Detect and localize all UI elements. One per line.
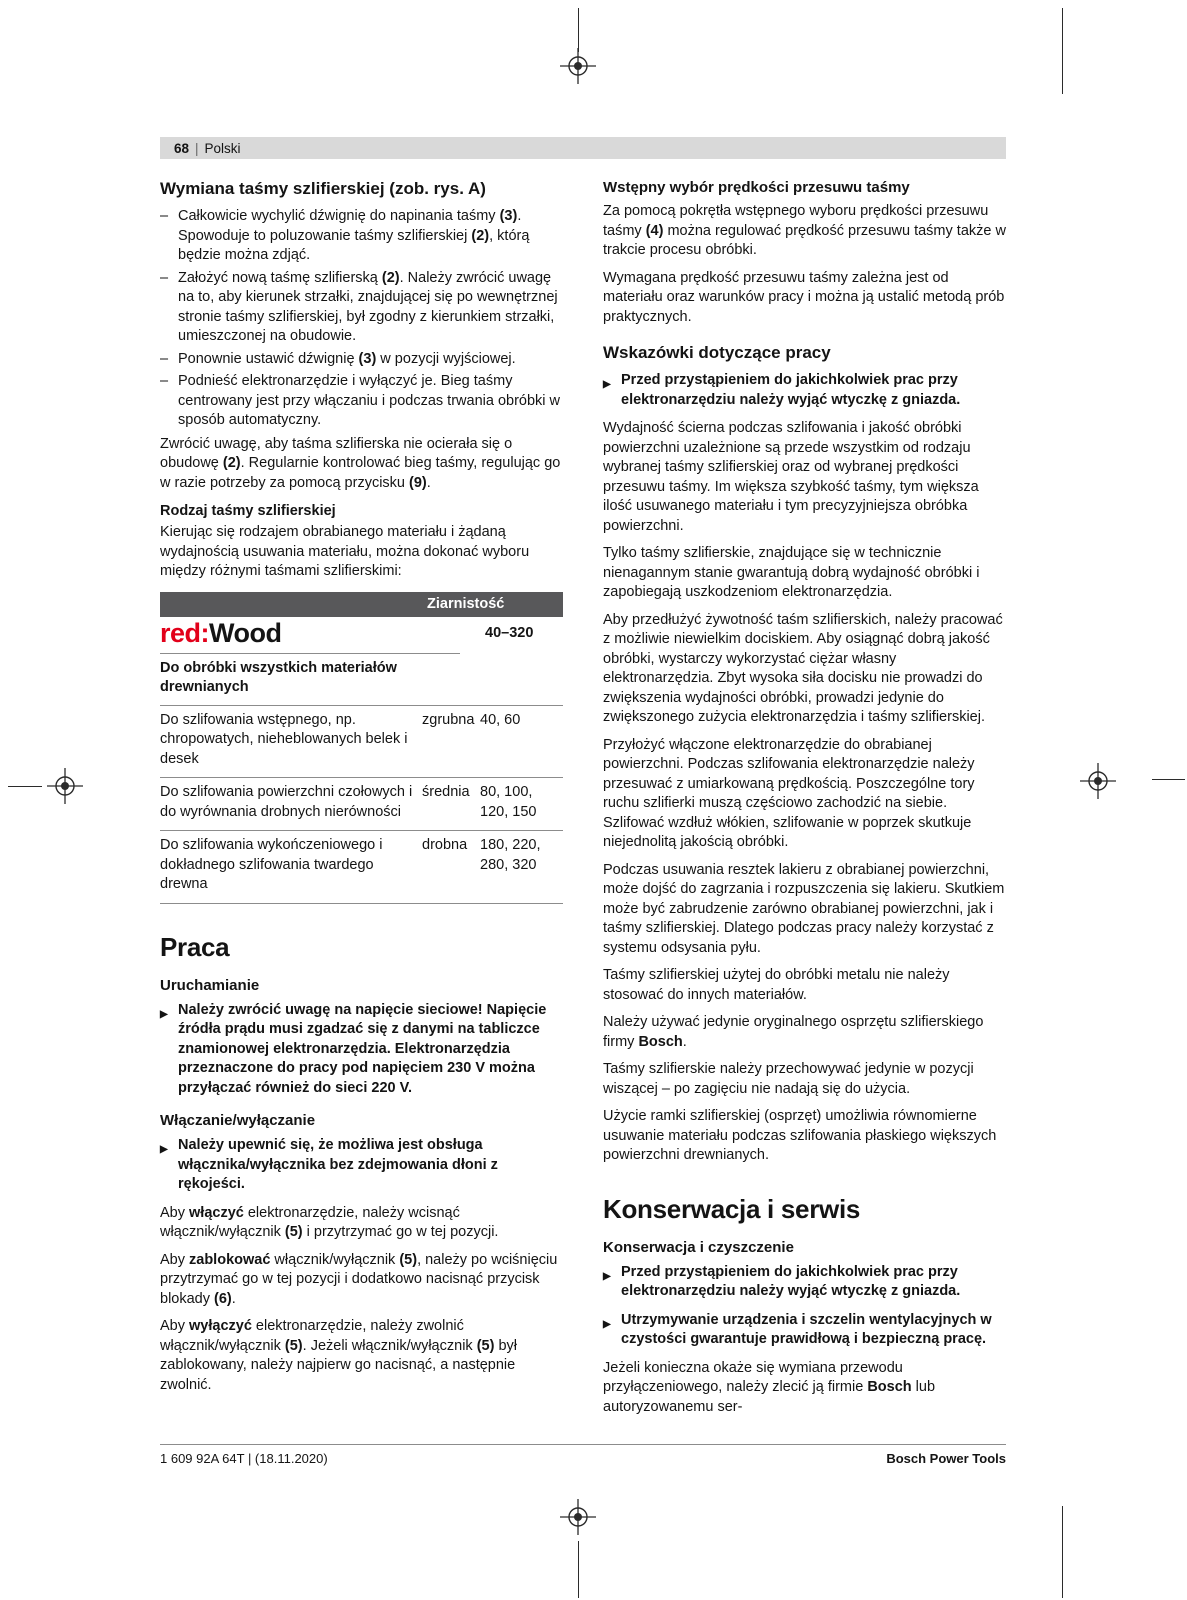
table-cell-description: Do szlifowania powierzchni czołowych i do wyrównania drobnych nierówności [160,784,413,820]
arrow-bullet-icon: ▶ [603,1318,611,1330]
header-language: Polski [204,140,241,156]
paragraph: Taśmy szlifierskiej użytej do obróbki metalu nie należy stosować do innych materiałów. [603,967,950,1003]
paragraph: Taśmy szlifierskie należy przechowywać jedynie w pozycji wiszącej – po zagięciu nie nadają się do użycia. [603,1061,974,1097]
table-cell-grain: średnia [422,784,470,800]
paragraph: Aby włączyć elektronarzędzie, należy wcisnąć włącznik/wyłącznik (5) i przytrzymać go w tej pozycji. [160,1204,499,1240]
arrow-bullet-icon: ▶ [160,1008,168,1020]
table-header-row [160,592,563,618]
crop-mark-line [8,786,42,787]
chapter-title-maintenance: Konserwacja i serwis [603,1193,861,1224]
paragraph: Kierując się rodzajem obrabianego materiału i żądaną wydajnością usuwania materiału, można dokonać wyboru między różnymi taśmami szlifierskimi: [160,524,530,579]
brand-logo-red-part: red: [160,618,210,648]
two-column-layout [160,177,1006,1425]
table-header-grain-size: Ziarnistość [427,595,505,612]
crop-mark-line [1062,1506,1063,1598]
table-cell-grits: 80, 100, 120, 150 [480,784,537,820]
list-item-text: Całkowicie wychylić dźwignię do napinania taśmy (3). Spowoduje to poluzowanie taśmy szlifierskiej (2), którą będzie można zdjąć. [178,208,530,263]
brand-logo-black-part: Wood [209,618,282,648]
table-row [160,705,563,778]
paragraph: Aby przedłużyć żywotność taśm szlifierskich, należy pracować z możliwie niewielkim dociskiem. Aby osiągnąć dobrą jakość obróbki, wystarczy wykorzystać ciężar własny elektronarzędzia. Zbyt wysoka siła docisku nie prowadzi do zwiększenia wydajności obróbki, prowadzi jedynie do zwiększonego zużycia elektronarzędzia i taśmy szlifierskiej. [603,611,1003,725]
table-cell-grain: drobna [422,837,468,853]
warning-item [603,1263,1006,1302]
warning-text: Utrzymywanie urządzenia i szczelin wentylacyjnych w czystości gwarantuje prawidłową i bezpieczną pracę. [621,1311,992,1347]
registration-mark-icon [47,768,83,804]
paragraph: Przyłożyć włączone elektronarzędzie do obrabianej powierzchni. Podczas szlifowania elektronarzędzie należy przesuwać z umiarkowaną prędkością. Poszczególne tory ruchu szlifierki muszą częściowo zachodzić na siebie. Szlifować wzdłuż włókien, szlifowanie w poprzek skutkuje niejednolitą jakością obróbki. [603,736,975,850]
paragraph: Jeżeli konieczna okaże się wymiana przewodu przyłączeniowego, należy zlecić ją firmie Bosch lub autoryzowanemu ser- [603,1359,936,1415]
arrow-bullet-icon: ▶ [160,1144,168,1155]
warning-item [603,1311,1006,1350]
list-item [160,269,563,347]
subsection-title-maintenance-cleaning: Konserwacja i czyszczenie [603,1238,794,1256]
chapter-title-praca: Praca [160,931,230,962]
paragraph: Tylko taśmy szlifierskie, znajdujące się w technicznie nienagannym stanie gwarantują dobrą wydajność obróbki i zapobiegają uszkodzeniom elektronarzędzia. [603,545,980,600]
table-cell-description: Do szlifowania wykończeniowego i dokładnego szlifowania twardego drewna [160,837,383,892]
paragraph: Wydajność ścierna podczas szlifowania i jakość obróbki powierzchni uzależnione są przede wszystkim od rodzaju wybranej taśmy szlifierskiej oraz od wybranej prędkości przesuwu taśmy. Im większa szybkość taśmy, tym większa ilość usuwanego materiału i tym precyzyjniejsza obróbka powierzchni. [603,420,979,534]
paragraph: Aby zablokować włącznik/wyłącznik (5), należy po wciśnięciu przytrzymać go w tej pozycji i dodatkowo nacisnąć przycisk blokady (6). [160,1251,558,1307]
table-cell-description: Do szlifowania wstępnego, np. chropowatych, nieheblowanych belek i desek [160,711,408,767]
dash-bullet: – [160,269,169,286]
grit-range-value: 40–320 [485,625,534,641]
table-row [160,777,563,830]
list-item [160,207,563,266]
paragraph: Należy używać jedynie oryginalnego osprzętu szlifierskiego firmy Bosch. [603,1014,984,1050]
table-brand-row [160,617,563,653]
paragraph: Podczas usuwania resztek lakieru z obrabianej powierzchni, może dojść do zagrzania i rozpuszczenia się lakieru. Skutkiem może być zabrudzenie zarówno obrabianej powierzchni, jak i taśmy szlifierskiej. Dlatego podczas pracy należy korzystać z systemu odsysania pyłu. [603,861,1005,956]
registration-mark-icon [1080,763,1116,799]
footer-document-number: 1 609 92A 64T | (18.11.2020) [160,1451,328,1466]
table-subheader: Do obróbki wszystkich materiałów drewnianych [160,653,460,705]
warning-text: Przed przystąpieniem do jakichkolwiek prac przy elektronarzędziu należy wyjąć wtyczkę z gniazda. [621,372,961,408]
paragraph: Wymagana prędkość przesuwu taśmy zależna jest od materiału oraz warunków pracy i można ją ustalić metodą prób praktycznych. [603,269,1005,325]
subsection-title-belt-type: Rodzaj taśmy szlifierskiej [160,503,336,519]
redwood-brand-logo [160,618,485,648]
crop-mark-line [578,1541,579,1598]
subsection-title-startup: Uruchamianie [160,976,260,994]
list-item-text: Ponownie ustawić dźwignię (3) w pozycji wyjściowej. [178,350,516,367]
right-column [603,177,1006,1425]
list-item [160,350,563,370]
left-column [160,177,563,1425]
warning-text: Należy zwrócić uwagę na napięcie sieciowe! Napięcie źródła prądu musi zgadzać się z danymi na tabliczce znamionowej elektronarzędzia. Elektronarzędzia przeznaczone do pracy pod napięciem 230 V można przyłączać również do sieci 220 V. [178,1001,547,1096]
sanding-belt-table [160,592,563,904]
list-item [160,372,563,431]
table-cell-grits: 180, 220, 280, 320 [480,837,541,873]
warning-text: Przed przystąpieniem do jakichkolwiek prac przy elektronarzędziu należy wyjąć wtyczkę z gniazda. [621,1263,961,1299]
dash-bullet: – [160,373,169,389]
subsection-title-on-off: Włączanie/wyłączanie [160,1112,316,1129]
page-number: 68 [174,140,190,156]
registration-mark-icon [560,48,596,84]
list-item-text: Założyć nową taśmę szlifierską (2). Należy zwrócić uwagę na to, aby kierunek strzałki, znajdującej się po wewnętrznej stronie taśmy szlifierskiej, był zgodny z kierunkiem strzałki, umieszczonej na obudowie. [178,269,558,344]
warning-item [603,371,1006,410]
warning-item [160,1001,563,1099]
table-cell-grits: 40, 60 [480,711,521,728]
arrow-bullet-icon: ▶ [603,379,611,390]
page-content [160,137,1006,1425]
arrow-bullet-icon: ▶ [603,1270,611,1282]
crop-mark-line [578,8,579,52]
dash-bullet: – [160,350,169,367]
crop-mark-line [1062,8,1063,94]
paragraph: Użycie ramki szlifierskiej (osprzęt) umożliwia równomierne usuwanie materiału podczas szlifowania płaskiego większych powierzchni drewnianych. [603,1108,997,1163]
warning-item [160,1136,563,1195]
crop-mark-line [1152,779,1185,780]
dash-bullet: – [160,208,169,224]
section-title-belt-replacement: Wymiana taśmy szlifierskiej (zob. rys. A) [160,179,486,198]
paragraph: Zwrócić uwagę, aby taśma szlifierska nie ocierała się o obudowę (2). Regularnie kontrolować bieg taśmy, regulując go w razie potrzeby za pomocą przycisku (9). [160,435,561,491]
footer-brand: Bosch Power Tools [886,1451,1006,1466]
subsection-title-speed-preselect: Wstępny wybór prędkości przesuwu taśmy [603,179,910,196]
page-header-bar [160,137,1006,159]
section-title-work-tips: Wskazówki dotyczące pracy [603,343,831,362]
paragraph: Za pomocą pokrętła wstępnego wyboru prędkości przesuwu taśmy (4) można regulować prędkość przesuwu taśmy także w trakcie procesu obróbki. [603,203,1006,258]
table-row [160,830,563,903]
list-item-text: Podnieść elektronarzędzie i wyłączyć je. Bieg taśmy centrowany jest przy włączaniu i podczas trwania obróbki w sposób automatyczny. [178,373,561,428]
warning-text: Należy upewnić się, że możliwa jest obsługa włącznika/wyłącznika bez zdejmowania dłoni z rękojeści. [178,1137,498,1192]
header-divider: | [195,140,199,156]
page-footer [160,1444,1006,1466]
registration-mark-icon [560,1499,596,1535]
table-cell-grain: zgrubna [422,711,475,728]
paragraph: Aby wyłączyć elektronarzędzie, należy zwolnić włącznik/wyłącznik (5). Jeżeli włącznik/wyłącznik (5) był zablokowany, należy najpierw go nacisnąć, a następnie zwolnić. [160,1318,518,1393]
